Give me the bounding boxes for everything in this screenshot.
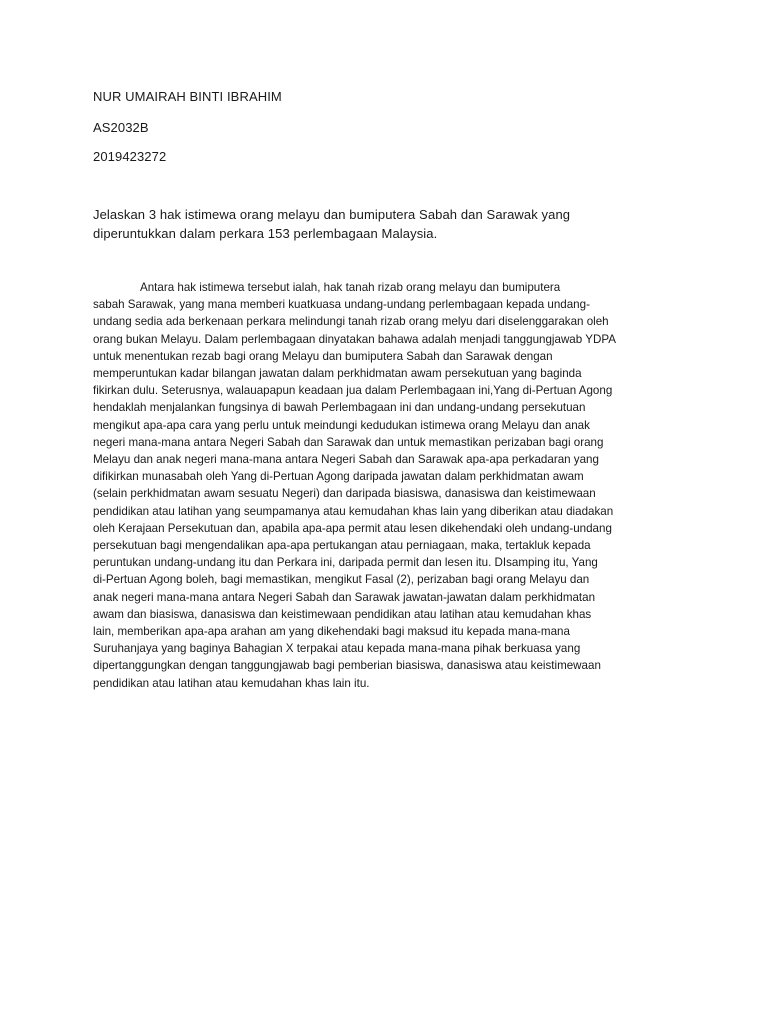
student-id: 2019423272	[93, 149, 167, 164]
answer-line: memperuntukan kadar bilangan jawatan dalam perkhidmatan awam persekutuan yang baginda	[93, 367, 582, 381]
answer-line: persekutuan bagi mengendalikan apa-apa pertukangan atau perniagaan, maka, tertakluk kepada	[93, 539, 591, 553]
answer-line: dipertanggungkan dengan tanggungjawab bagi pemberian biasiswa, danasiswa atau keistimewaan	[93, 659, 601, 673]
answer-line: fikirkan dulu. Seterusnya, walauapapun keadaan jua dalam Perlembagaan ini,Yang di-Pertuan Agong	[93, 384, 613, 398]
answer-line: oleh Kerajaan Persekutuan dan, apabila apa-apa permit atau lesen dikehendaki oleh undang-undang	[93, 521, 612, 535]
class-code: AS2032B	[93, 120, 149, 135]
question-line: diperuntukkan dalam perkara 153 perlembagaan Malaysia.	[93, 226, 438, 241]
answer-line: hendaklah menjalankan fungsinya di bawah Perlembagaan ini dan undang-undang persekutuan	[93, 401, 586, 415]
answer-line: (selain perkhidmatan awam sesuatu Negeri) dan daripada biasiswa, danasiswa dan keistimewaan	[93, 487, 596, 501]
answer-line: untuk menentukan rezab bagi orang Melayu dan bumiputera Sabah dan Sarawak dengan	[93, 349, 553, 363]
answer-paragraph	[93, 279, 683, 692]
question-text	[93, 205, 653, 243]
answer-line: difikirkan munasabah oleh Yang di-Pertuan Agong daripada jawatan dalam perkhidmatan awam	[93, 470, 584, 484]
answer-line: lain, memberikan apa-apa arahan am yang dikehendaki bagi maksud itu kepada mana-mana	[93, 625, 570, 639]
answer-line: Antara hak istimewa tersebut ialah, hak tanah rizab orang melayu dan bumiputera	[140, 281, 561, 294]
answer-line: awam dan biasiswa, danasiswa dan keistimewaan pendidikan atau latihan atau kemudahan khas	[93, 607, 592, 621]
answer-line: mengikut apa-apa cara yang perlu untuk meindungi kedudukan istimewa orang Melayu dan anak	[93, 418, 590, 432]
question-line: Jelaskan 3 hak istimewa orang melayu dan bumiputera Sabah dan Sarawak yang	[93, 207, 571, 222]
answer-line: di-Pertuan Agong boleh, bagi memastikan, mengikut Fasal (2), perizaban bagi orang Melayu dan	[93, 573, 590, 587]
answer-line: pendidikan atau latihan atau kemudahan khas lain itu.	[93, 676, 370, 690]
answer-line: anak negeri mana-mana antara Negeri Sabah dan Sarawak jawatan-jawatan dalam perkhidmatan	[93, 590, 596, 604]
answer-line: negeri mana-mana antara Negeri Sabah dan Sarawak dan untuk memastikan perizaban bagi orang	[93, 435, 604, 449]
answer-line: orang bukan Melayu. Dalam perlembagaan dinyatakan bahawa adalah menjadi tanggungjawab YDPA	[93, 332, 616, 346]
student-name: NUR UMAIRAH BINTI IBRAHIM	[93, 89, 282, 104]
answer-line: Suruhanjaya yang baginya Bahagian X terpakai atau kepada mana-mana pihak berkuasa yang	[93, 642, 581, 656]
answer-line: sabah Sarawak, yang mana memberi kuatkuasa undang-undang perlembagaan kepada undang-	[93, 298, 590, 312]
answer-line: peruntukan undang-undang itu dan Perkara ini, daripada permit dan lesen itu. DIsamping itu, Yang	[93, 556, 598, 570]
answer-line: pendidikan atau latihan yang seumpamanya atau kemudahan khas lain yang diberikan atau diadakan	[93, 504, 614, 518]
answer-line: Melayu dan anak negeri mana-mana antara Negeri Sabah dan Sarawak apa-apa perkadaran yang	[93, 453, 599, 467]
answer-line: undang sedia ada berkenaan perkara melindungi tanah rizab orang melyu dari diselenggarakan oleh	[93, 315, 609, 329]
